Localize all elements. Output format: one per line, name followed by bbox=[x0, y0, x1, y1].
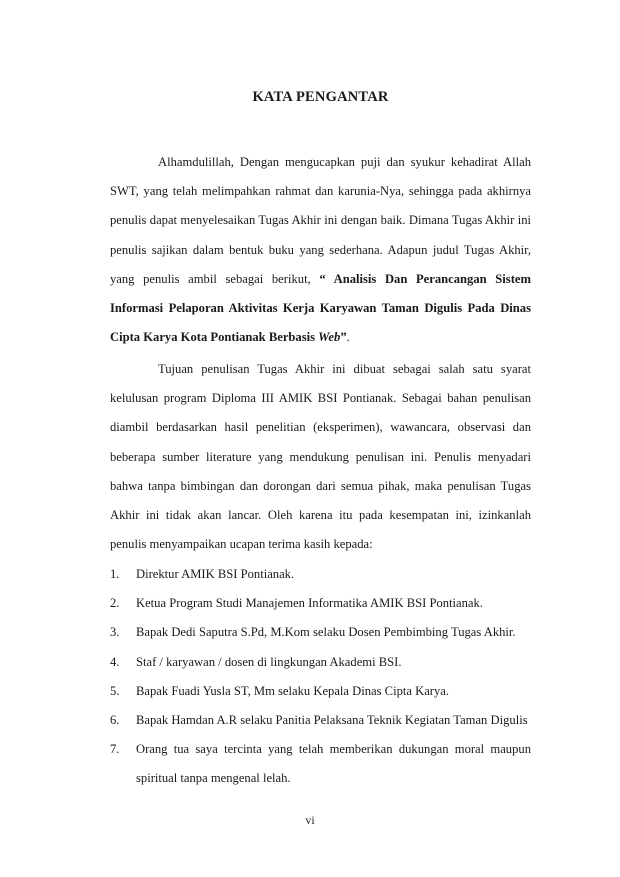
list-item-number: 5. bbox=[110, 683, 120, 698]
list-item-number: 2. bbox=[110, 596, 120, 611]
list-item-text: Bapak Hamdan A.R selaku Panitia Pelaksana Teknik Kegiatan Taman Digulis bbox=[136, 713, 528, 728]
list-item-text: Staf / karyawan / dosen di lingkungan Akademi BSI. bbox=[136, 654, 402, 669]
list-item-number: 7. bbox=[110, 742, 120, 757]
list-item bbox=[110, 560, 531, 589]
list-item-number: 4. bbox=[110, 654, 120, 669]
list-item bbox=[110, 618, 531, 647]
paragraph-intro-text: Alhamdulillah, Dengan mengucapkan puji dan syukur kehadirat Allah SWT, yang telah melimpahkan rahmat dan karunia-Nya, sehingga pada akhirnya penulis dapat menyelesaikan Tugas Akhir ini dengan baik. Dimana Tugas Akhir ini penulis sajikan dalam bentuk buku yang sederhana. Adapun judul Tugas Akhir, yang penulis ambil sebagai berikut, bbox=[110, 155, 531, 286]
list-item-number: 6. bbox=[110, 713, 120, 728]
thesis-title-web: Web bbox=[318, 330, 341, 345]
page-title: KATA PENGANTAR bbox=[252, 89, 389, 105]
list-item-number: 1. bbox=[110, 567, 120, 581]
paragraph-intro-end: . bbox=[346, 330, 350, 345]
list-item-number: 3. bbox=[110, 625, 120, 640]
thesis-title-text: “ Analisis Dan Perancangan Sistem Informasi Pelaporan Aktivitas Kerja Karyawan Taman Digulis Pada Dinas Cipta Karya Kota Pontianak Berbasis bbox=[110, 271, 531, 345]
list-item-text: Bapak Fuadi Yusla ST, Mm selaku Kepala Dinas Cipta Karya. bbox=[136, 683, 450, 698]
paragraph-purpose: Tujuan penulisan Tugas Akhir ini dibuat sebagai salah satu syarat kelulusan program Diploma III AMIK BSI Pontianak. Sebagai bahan penulisan diambil berdasarkan hasil penelitian (eksperimen), wawancara, observasi dan beberapa sumber literature yang mendukung penulisan ini. Penulis menyadari bahwa tanpa bimbingan dan dorongan dari semua pihak, maka penulisan Tugas Akhir ini tidak akan lancar. Oleh karena itu pada kesempatan ini, izinkanlah penulis menyampaikan ucapan terima kasih kepada: bbox=[110, 362, 531, 552]
list-item-text: Orang tua saya tercinta yang telah memberikan dukungan moral maupun spiritual tanpa mengenal lelah. bbox=[136, 742, 531, 786]
page-number: vi bbox=[305, 813, 315, 827]
list-item-text: Bapak Dedi Saputra S.Pd, M.Kom selaku Dosen Pembimbing Tugas Akhir. bbox=[136, 625, 516, 640]
list-item bbox=[110, 735, 531, 793]
list-item-text: Ketua Program Studi Manajemen Informatika AMIK BSI Pontianak. bbox=[136, 596, 483, 611]
list-item bbox=[110, 677, 531, 706]
list-item bbox=[110, 589, 531, 618]
list-item bbox=[110, 706, 531, 735]
thesis-title-close-quote: ” bbox=[340, 330, 347, 345]
acknowledgement-list bbox=[110, 560, 531, 794]
list-item bbox=[110, 648, 531, 677]
list-item-text: Direktur AMIK BSI Pontianak. bbox=[136, 567, 295, 581]
paragraph-intro bbox=[110, 148, 531, 352]
